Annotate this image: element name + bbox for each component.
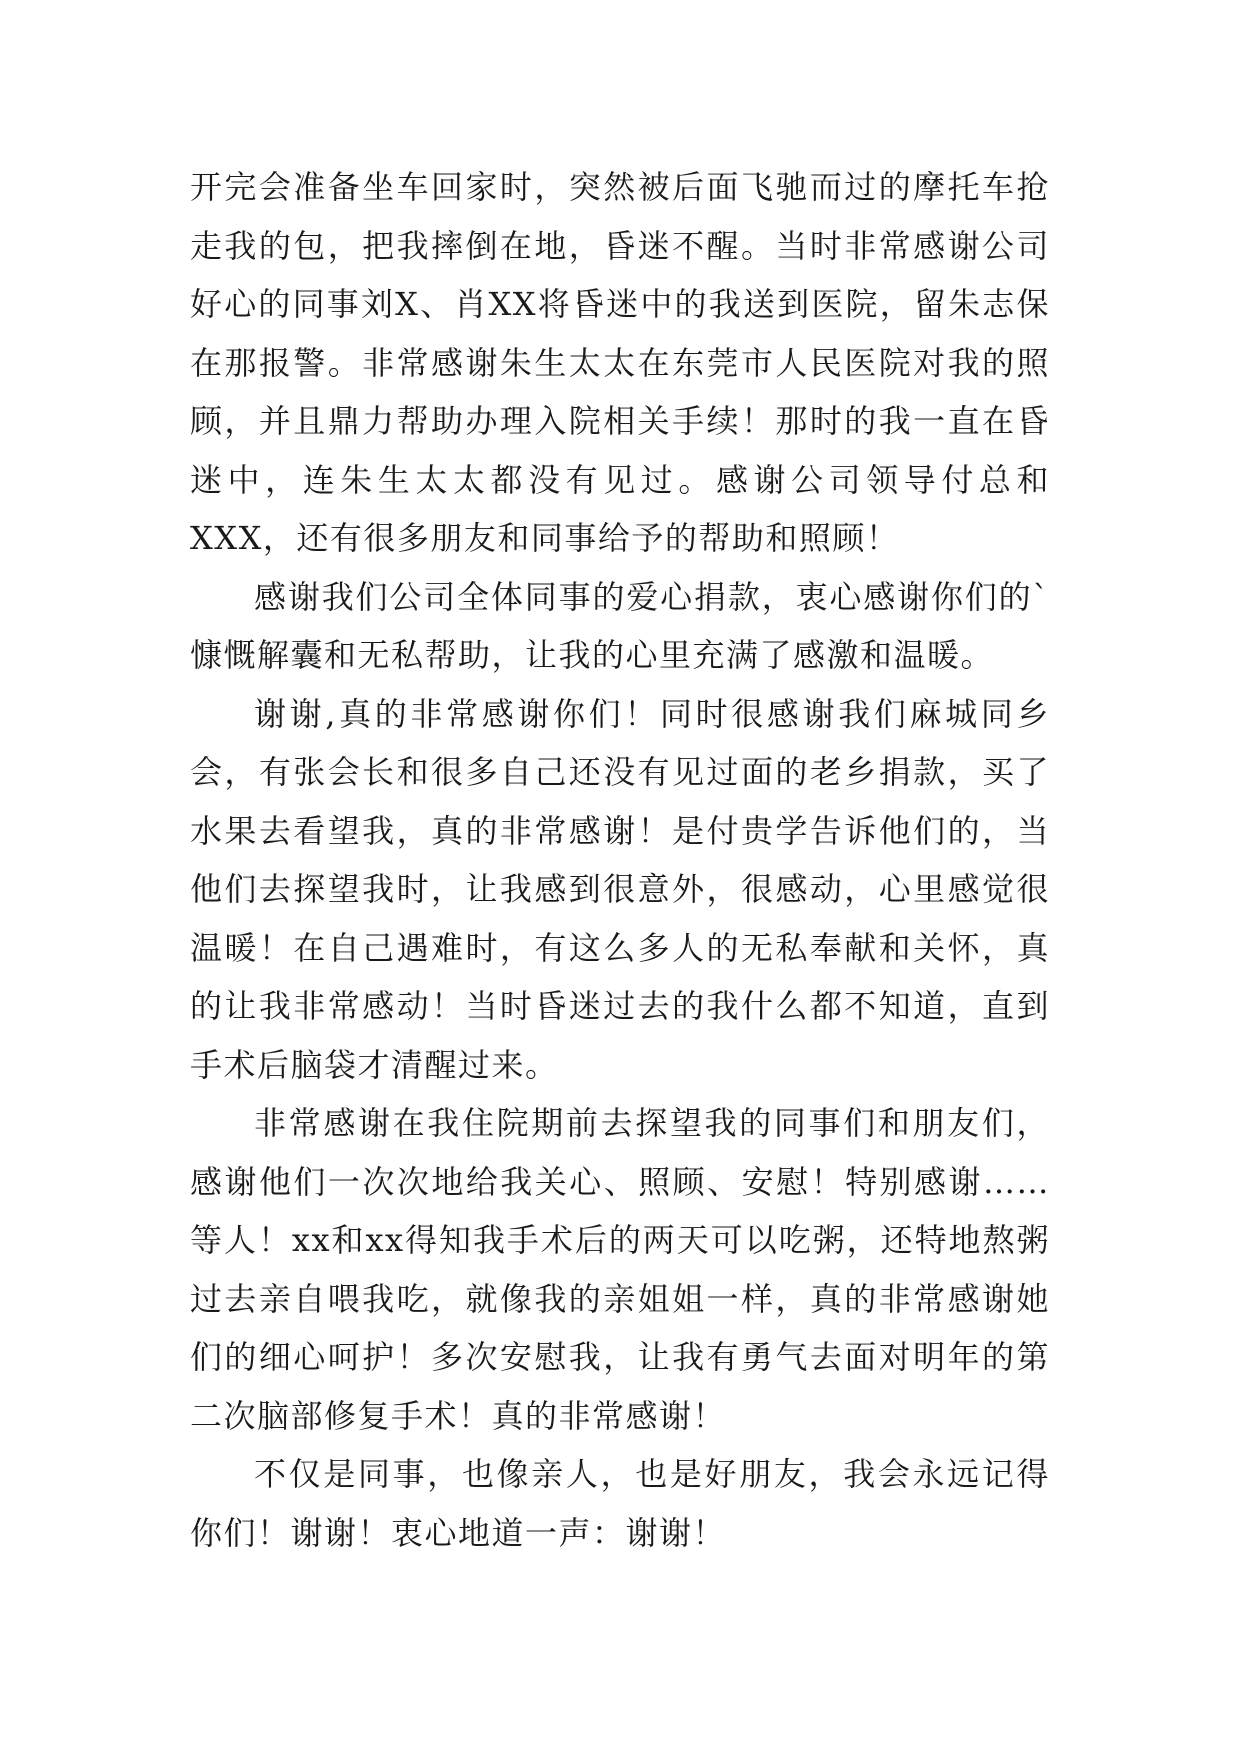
paragraph-hospital-visits: 非常感谢在我住院期前去探望我的同事们和朋友们，感谢他们一次次地给我关心、照顾、安慰！特别感谢……等人！xx和xx得知我手术后的两天可以吃粥，还特地熬粥过去亲自喂我吃，就像我的亲姐姐一样，真的非常感谢她们的细心呵护！多次安慰我，让我有勇气去面对明年的第二次脑部修复手术！真的非常感谢！ [190,1104,1050,1435]
paragraph-donation-thanks: 感谢我们公司全体同事的爱心捐款，衷心感谢你们的`慷慨解囊和无私帮助，让我的心里充满了感激和温暖。 [190,577,1050,674]
paragraph-hometown-association: 谢谢,真的非常感谢你们！同时很感谢我们麻城同乡会，有张会长和很多自己还没有见过面的老乡捐款，买了水果去看望我，真的非常感谢！是付贵学告诉他们的，当他们去探望我时，让我感到很意外，很感动，心里感觉很温暖！在自己遇难时，有这么多人的无私奉献和关怀，真的让我非常感动！当时昏迷过去的我什么都不知道，直到手术后脑袋才清醒过来。 [190,694,1050,1084]
paragraph-closing: 不仅是同事，也像亲人，也是好朋友，我会永远记得你们！谢谢！衷心地道一声：谢谢！ [190,1455,1050,1552]
document-body [190,158,1050,1562]
paragraph-continuation: 开完会准备坐车回家时，突然被后面飞驰而过的摩托车抢走我的包，把我摔倒在地，昏迷不醒。当时非常感谢公司好心的同事刘X、肖XX将昏迷中的我送到医院，留朱志保在那报警。非常感谢朱生太太在东莞市人民医院对我的照顾，并且鼎力帮助办理入院相关手续！那时的我一直在昏迷中，连朱生太太都没有见过。感谢公司领导付总和XXX，还有很多朋友和同事给予的帮助和照顾！ [190,168,1050,557]
